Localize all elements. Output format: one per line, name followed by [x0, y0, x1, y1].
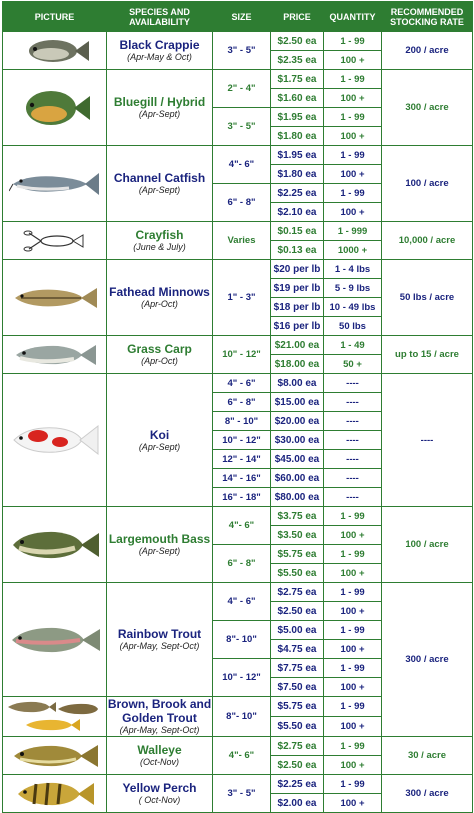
crayfish-icon [23, 227, 87, 255]
size-cell: 3" - 5" [213, 108, 271, 146]
price-cell: $15.00 ea [271, 393, 324, 412]
grass-carp-icon [12, 340, 98, 370]
species-cell [107, 697, 213, 737]
quantity-cell: 1 - 49 [324, 336, 382, 355]
size-cell: 4" - 6" [213, 583, 271, 621]
species-availability: (Apr-Sept) [138, 109, 181, 119]
species-availability: (Apr-Sept) [138, 441, 181, 452]
price-cell: $18 per lb [271, 298, 324, 317]
quantity-cell: 1 - 99 [324, 32, 382, 51]
price-cell: $4.75 ea [271, 640, 324, 659]
species-cell [107, 775, 213, 813]
size-cell: 14" - 16" [213, 469, 271, 488]
species-cell [107, 260, 213, 336]
price-cell: $7.50 ea [271, 678, 324, 697]
fish-picture-cell [3, 222, 107, 260]
species-availability: (June & July) [133, 242, 186, 252]
quantity-cell: 1 - 99 [324, 70, 382, 89]
size-cell: 12" - 14" [213, 450, 271, 469]
rate-cell: 10,000 / acre [382, 222, 473, 260]
size-cell: 10" - 12" [213, 659, 271, 697]
price-cell: $3.75 ea [271, 507, 324, 526]
walleye-icon [10, 741, 100, 771]
species-availability: (Apr-May, Sept-Oct) [119, 725, 200, 735]
table-row [3, 737, 473, 756]
bluegill-icon [17, 86, 93, 130]
price-cell: $3.50 ea [271, 526, 324, 545]
price-cell: $5.75 ea [271, 697, 324, 717]
species-availability: (Oct-Nov) [140, 757, 179, 767]
quantity-cell: 100 + [324, 640, 382, 659]
quantity-cell: ---- [324, 393, 382, 412]
quantity-cell: ---- [324, 374, 382, 393]
header-size: SIZE [213, 2, 271, 32]
rate-cell: 100 / acre [382, 507, 473, 583]
quantity-cell: 100 + [324, 89, 382, 108]
size-cell: 10" - 12" [213, 431, 271, 450]
table-row [3, 583, 473, 602]
table-row [3, 32, 473, 51]
fish-picture-cell [3, 737, 107, 775]
table-row [3, 260, 473, 279]
species-availability: (Apr-Sept) [138, 185, 181, 195]
quantity-cell: 100 + [324, 526, 382, 545]
quantity-cell: ---- [324, 412, 382, 431]
species-cell [107, 146, 213, 222]
fish-picture-cell [3, 146, 107, 222]
quantity-cell: 1 - 99 [324, 621, 382, 640]
koi-icon [10, 420, 100, 460]
price-cell: $16 per lb [271, 317, 324, 336]
price-cell: $2.10 ea [271, 203, 324, 222]
rate-cell: 200 / acre [382, 32, 473, 70]
size-cell: 4"- 6" [213, 507, 271, 545]
price-cell: $20.00 ea [271, 412, 324, 431]
size-cell: 6" - 8" [213, 545, 271, 583]
species-name: Walleye [137, 743, 182, 757]
rate-cell: up to 15 / acre [382, 336, 473, 374]
quantity-cell: ---- [324, 431, 382, 450]
species-name: Crayfish [135, 228, 184, 242]
size-cell: 8" - 10" [213, 412, 271, 431]
species-cell [107, 32, 213, 70]
quantity-cell: 1 - 99 [324, 775, 382, 794]
table-row [3, 146, 473, 165]
table-row [3, 222, 473, 241]
species-availability: (Apr-Sept) [138, 546, 181, 556]
table-row [3, 70, 473, 89]
quantity-cell: 5 - 9 lbs [324, 279, 382, 298]
header-rate: RECOMMENDED STOCKING RATE [382, 2, 473, 32]
quantity-cell: ---- [324, 469, 382, 488]
price-cell: $30.00 ea [271, 431, 324, 450]
quantity-cell: 100 + [324, 794, 382, 813]
price-cell: $60.00 ea [271, 469, 324, 488]
size-cell: 6" - 8" [213, 393, 271, 412]
rate-cell: 30 / acre [382, 737, 473, 775]
price-cell: $2.50 ea [271, 756, 324, 775]
header-row [3, 2, 473, 32]
largemouth-bass-icon [9, 526, 101, 564]
size-cell: Varies [213, 222, 271, 260]
size-cell: 4"- 6" [213, 737, 271, 775]
quantity-cell: 100 + [324, 602, 382, 621]
price-cell: $1.75 ea [271, 70, 324, 89]
size-cell: 6" - 8" [213, 184, 271, 222]
rate-cell: 100 / acre [382, 146, 473, 222]
quantity-cell: 100 + [324, 51, 382, 70]
species-name: Koi [149, 427, 170, 442]
table-row [3, 374, 473, 393]
price-cell: $7.75 ea [271, 659, 324, 678]
quantity-cell: 100 + [324, 678, 382, 697]
price-cell: $18.00 ea [271, 355, 324, 374]
species-availability: (Apr-Oct) [141, 299, 178, 309]
quantity-cell: ---- [324, 450, 382, 469]
quantity-cell: 1 - 99 [324, 697, 382, 717]
rate-cell: 300 / acre [382, 775, 473, 813]
table-row [3, 507, 473, 526]
price-cell: $5.00 ea [271, 621, 324, 640]
species-cell [107, 222, 213, 260]
quantity-cell: 1 - 999 [324, 222, 382, 241]
price-cell: $1.80 ea [271, 127, 324, 146]
fathead-minnow-icon [11, 283, 99, 313]
quantity-cell: 1 - 99 [324, 545, 382, 564]
price-cell: $1.95 ea [271, 108, 324, 127]
species-name: Channel Catfish [113, 171, 206, 185]
species-cell [107, 737, 213, 775]
price-cell: $5.50 ea [271, 717, 324, 737]
species-name: Yellow Perch [122, 781, 197, 795]
price-cell: $21.00 ea [271, 336, 324, 355]
size-cell: 10" - 12" [213, 336, 271, 374]
fish-picture-cell [3, 70, 107, 146]
fish-picture-cell [3, 336, 107, 374]
table-row [3, 775, 473, 794]
rainbow-trout-icon [8, 623, 102, 657]
size-cell: 4" - 6" [213, 374, 271, 393]
price-cell: $0.13 ea [271, 241, 324, 260]
brown-brook-golden-trout-icon [6, 699, 104, 735]
black-crappie-icon [19, 36, 91, 66]
species-availability: (Apr-May & Oct) [127, 52, 192, 62]
quantity-cell: 1 - 99 [324, 146, 382, 165]
species-name: Brown, Brook and Golden Trout [107, 697, 212, 725]
quantity-cell: 100 + [324, 127, 382, 146]
species-name: Bluegill / Hybrid [113, 95, 206, 109]
species-cell [107, 70, 213, 146]
quantity-cell: 50 lbs [324, 317, 382, 336]
price-cell: $80.00 ea [271, 488, 324, 507]
price-cell: $45.00 ea [271, 450, 324, 469]
quantity-cell: 1 - 99 [324, 583, 382, 602]
price-cell: $19 per lb [271, 279, 324, 298]
fish-picture-cell [3, 374, 107, 507]
price-cell: $2.75 ea [271, 737, 324, 756]
rate-cell: 50 lbs / acre [382, 260, 473, 336]
fish-picture-cell [3, 697, 107, 737]
species-name: Grass Carp [127, 342, 192, 356]
quantity-cell: 100 + [324, 756, 382, 775]
price-cell: $1.95 ea [271, 146, 324, 165]
quantity-cell: 1 - 99 [324, 184, 382, 203]
quantity-cell: 10 - 49 lbs [324, 298, 382, 317]
quantity-cell: 100 + [324, 564, 382, 583]
quantity-cell: 1 - 4 lbs [324, 260, 382, 279]
size-cell: 3" - 5" [213, 32, 271, 70]
fish-picture-cell [3, 507, 107, 583]
size-cell: 3" - 5" [213, 775, 271, 813]
size-cell: 16" - 18" [213, 488, 271, 507]
fish-picture-cell [3, 32, 107, 70]
quantity-cell: 1000 + [324, 241, 382, 260]
species-name: Black Crappie [119, 38, 200, 52]
quantity-cell: 1 - 99 [324, 108, 382, 127]
price-cell: $5.75 ea [271, 545, 324, 564]
price-cell: $1.80 ea [271, 165, 324, 184]
channel-catfish-icon [9, 169, 101, 199]
quantity-cell: 1 - 99 [324, 659, 382, 678]
quantity-cell: 1 - 99 [324, 737, 382, 756]
size-cell: 8"- 10" [213, 697, 271, 737]
price-cell: $2.35 ea [271, 51, 324, 70]
price-cell: $2.50 ea [271, 32, 324, 51]
size-cell: 2" - 4" [213, 70, 271, 108]
quantity-cell: 100 + [324, 203, 382, 222]
quantity-cell: 100 + [324, 717, 382, 737]
price-cell: $2.00 ea [271, 794, 324, 813]
species-availability: (Apr-Oct) [141, 356, 178, 366]
size-cell: 4"- 6" [213, 146, 271, 184]
quantity-cell: 100 + [324, 165, 382, 184]
quantity-cell: 1 - 99 [324, 507, 382, 526]
header-quantity: QUANTITY [324, 2, 382, 32]
quantity-cell: ---- [324, 488, 382, 507]
price-table [2, 1, 473, 813]
species-name: Rainbow Trout [117, 627, 202, 641]
header-picture: PICTURE [3, 2, 107, 32]
price-cell: $5.50 ea [271, 564, 324, 583]
price-cell: $2.25 ea [271, 184, 324, 203]
species-cell [107, 583, 213, 697]
header-species: SPECIES AND AVAILABILITY [107, 2, 213, 32]
species-cell [107, 336, 213, 374]
rate-cell: ---- [382, 374, 473, 507]
price-cell: $2.75 ea [271, 583, 324, 602]
fish-picture-cell [3, 775, 107, 813]
quantity-cell: 50 + [324, 355, 382, 374]
species-name: Fathead Minnows [109, 285, 210, 299]
table-row [3, 336, 473, 355]
price-cell: $0.15 ea [271, 222, 324, 241]
price-cell: $8.00 ea [271, 374, 324, 393]
price-cell: $20 per lb [271, 260, 324, 279]
yellow-perch-icon [14, 778, 96, 810]
rate-cell: 300 / acre [382, 583, 473, 737]
species-availability: ( Oct-Nov) [138, 795, 181, 805]
rate-cell: 300 / acre [382, 70, 473, 146]
species-cell [107, 374, 213, 507]
price-cell: $1.60 ea [271, 89, 324, 108]
price-cell: $2.50 ea [271, 602, 324, 621]
size-cell: 8"- 10" [213, 621, 271, 659]
size-cell: 1" - 3" [213, 260, 271, 336]
species-cell [107, 507, 213, 583]
species-name: Largemouth Bass [108, 532, 211, 546]
price-cell: $2.25 ea [271, 775, 324, 794]
fish-picture-cell [3, 260, 107, 336]
fish-picture-cell [3, 583, 107, 697]
header-price: PRICE [271, 2, 324, 32]
species-availability: (Apr-May, Sept-Oct) [119, 641, 200, 651]
